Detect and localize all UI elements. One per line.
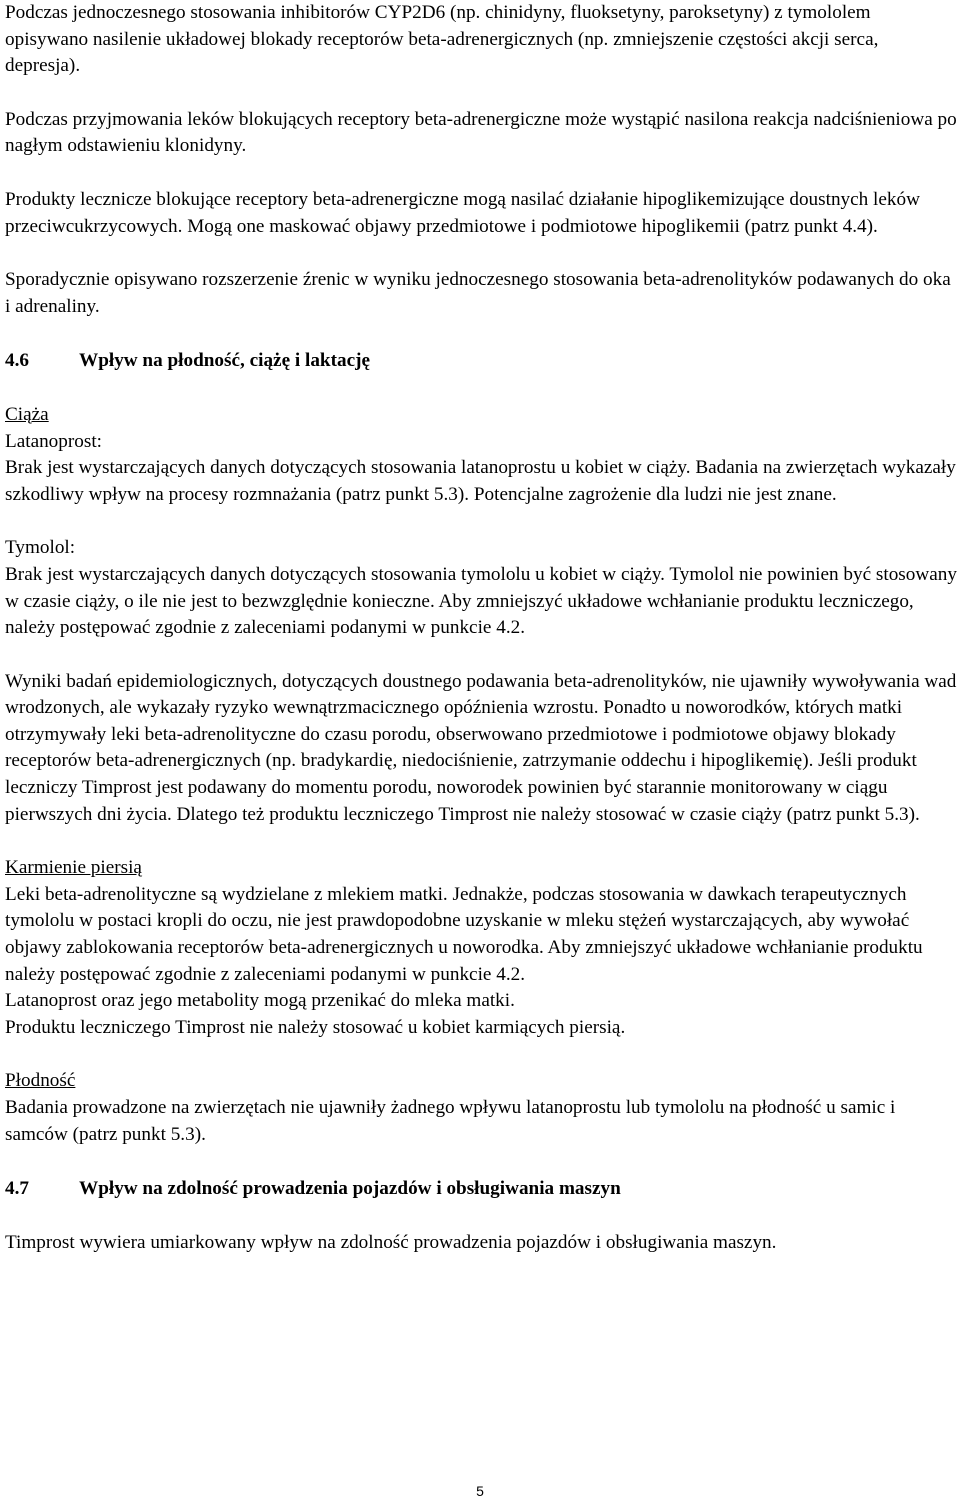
- paragraph-klonidyna: Podczas przyjmowania leków blokujących receptory beta-adrenergiczne może wystąpić nasilona reakcja nadciśnieniowa po nagłym odstawieniu klonidyny.: [5, 108, 957, 157]
- paragraph-breastfeeding-1: Leki beta-adrenolityczne są wydzielane z mlekiem matki. Jednakże, podczas stosowania w dawkach terapeutycznych tymololu w postaci kropli do oczu, nie jest prawdopodobne uzyskanie w mleku stężeń wystarczających, aby wywołać objawy zablokowania receptorów beta-adrenergicznych u noworodka. Aby zmniejszyć układowe wchłanianie produktu należy postępować zgodnie z zaleceniami podanymi w punkcie 4.2.: [5, 883, 923, 985]
- paragraph-hipoglikemia: Produkty lecznicze blokujące receptory beta-adrenergiczne mogą nasilać działanie hipoglikemizujące doustnych leków przeciwcukrzycowych. Mogą one maskować objawy przedmiotowe i podmiotowe hipoglikemii (patrz punkt 4.4).: [5, 188, 920, 237]
- paragraph-driving: Timprost wywiera umiarkowany wpływ na zdolność prowadzenia pojazdów i obsługiwania maszyn.: [5, 1231, 777, 1253]
- paragraph-pregnancy-latanoprost: Brak jest wystarczających danych dotyczących stosowania latanoprostu u kobiet w ciąży. Badania na zwierzętach wykazały szkodliwy wpływ na procesy rozmnażania (patrz punkt 5.3). Potencjalne zagrożenie dla ludzi nie jest znane.: [5, 457, 956, 505]
- section-number: 4.6: [5, 350, 29, 372]
- document-page: [5, 0, 957, 1256]
- subheading-breastfeeding: Karmienie piersią: [5, 857, 142, 879]
- paragraph-cyp2d6: Podczas jednoczesnego stosowania inhibitorów CYP2D6 (np. chinidyny, fluoksetyny, paroksetyny) z tymololem opisywano nasilenie układowej blokady receptorów beta-adrenergicznych (np. zmniejszenie częstości akcji serca, depresja).: [5, 2, 879, 77]
- section-heading-4-6: [5, 348, 957, 375]
- subheading-fertility: Płodność: [5, 1070, 76, 1092]
- paragraph-breastfeeding-3: Produktu leczniczego Timprost nie należy stosować u kobiet karmiących piersią.: [5, 1016, 626, 1038]
- section-heading-4-7: [5, 1176, 957, 1203]
- paragraph-epidemiology: Wyniki badań epidemiologicznych, dotyczących doustnego podawania beta-adrenolityków, nie ujawniły wywoływania wad wrodzonych, ale wykazały ryzyko wewnątrzmacicznego opóźnienia wzrostu. Ponadto u noworodków, których matki otrzymywały leki beta-adrenolityczne do czasu porodu, obserwowano przedmiotowe i podmiotowe objawy blokady receptorów beta-adrenergicznych (np. bradykardię, niedociśnienie, zatrzymanie oddechu i hipoglikemię). Jeśli produkt leczniczy Timprost jest podawany do momentu porodu, noworodek powinien być starannie monitorowany w ciągu pierwszych dni życia. Dlatego też produktu leczniczego Timprost nie należy stosować w czasie ciąży (patrz punkt 5.3).: [5, 670, 957, 825]
- paragraph-breastfeeding-2: Latanoprost oraz jego metabolity mogą przenikać do mleka matki.: [5, 990, 515, 1012]
- page-number: 5: [476, 1483, 484, 1499]
- section-number: 4.7: [5, 1178, 29, 1200]
- paragraph-fertility: Badania prowadzone na zwierzętach nie ujawniły żadnego wpływu latanoprostu lub tymololu na płodność u samic i samców (patrz punkt 5.3).: [5, 1097, 896, 1145]
- label-tymolol: Tymolol:: [5, 537, 76, 559]
- paragraph-pregnancy-tymolol: Brak jest wystarczających danych dotyczących stosowania tymololu u kobiet w ciąży. Tymolol nie powinien być stosowany w czasie ciąży, o ile nie jest to bezwzględnie konieczne. Aby zmniejszyć układowe wchłanianie produktu leczniczego, należy postępować zgodnie z zaleceniami podanymi w punkcie 4.2.: [5, 563, 957, 639]
- section-title: Wpływ na zdolność prowadzenia pojazdów i obsługiwania maszyn: [79, 1178, 621, 1200]
- section-title: Wpływ na płodność, ciążę i laktację: [79, 350, 371, 372]
- label-latanoprost: Latanoprost:: [5, 430, 102, 452]
- subheading-pregnancy: Ciąża: [5, 403, 49, 425]
- paragraph-adrenalina: Sporadycznie opisywano rozszerzenie źrenic w wyniku jednoczesnego stosowania beta-adrenolityków podawanych do oka i adrenaliny.: [5, 269, 951, 317]
